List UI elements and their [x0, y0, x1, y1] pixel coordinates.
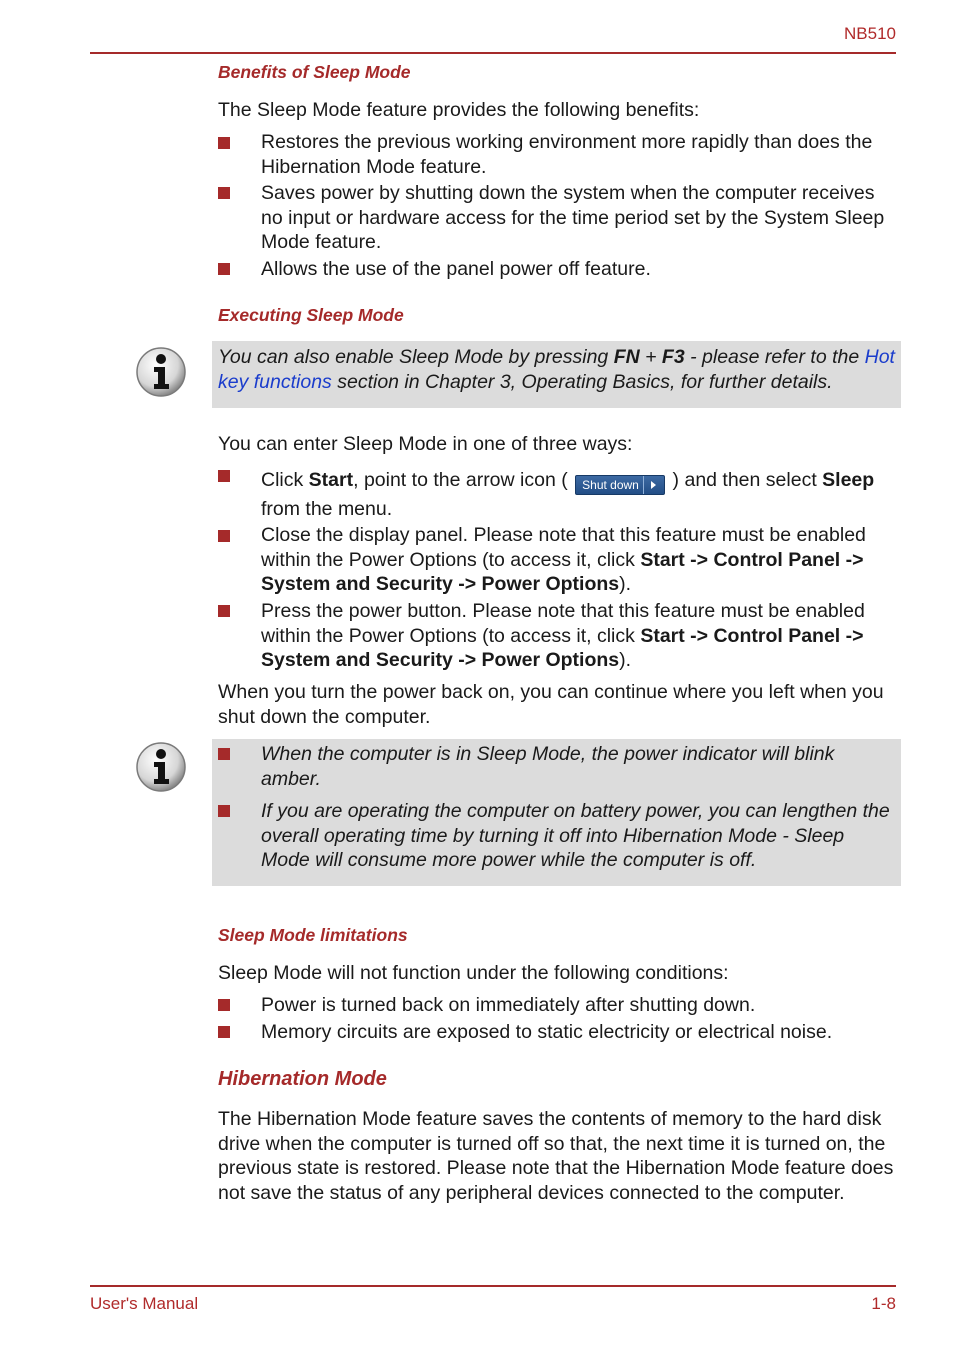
key-f3: F3: [661, 346, 685, 368]
bullet-icon: [218, 748, 230, 760]
executing-item-1: Click Start, point to the arrow icon ( Shut down ) and then select Sleep from the menu.: [261, 469, 875, 520]
shut-down-button-icon: Shut down: [575, 475, 665, 495]
heading-hibernation: Hibernation Mode: [218, 1068, 387, 1090]
bullet-icon: [218, 805, 230, 817]
heading-limitations: Sleep Mode limitations: [218, 925, 408, 945]
footer-rule: [90, 1285, 896, 1287]
footer-manual-title: User's Manual: [90, 1294, 199, 1313]
benefits-item-1: Restores the previous working environment more rapidly than does the Hibernation Mode feature.: [261, 131, 873, 178]
note-sleep-item-2: If you are operating the computer on battery power, you can lengthen the overall operating time by turning it off into Hibernation Mode - Sleep Mode will consume more power while the computer is off.: [261, 800, 890, 871]
header-model: NB510: [844, 24, 896, 43]
limitations-item-1: Power is turned back on immediately after shutting down.: [261, 994, 756, 1016]
header-rule: [90, 52, 896, 54]
benefits-intro: The Sleep Mode feature provides the following benefits:: [218, 99, 700, 121]
executing-item-2: Close the display panel. Please note that this feature must be enabled within the Power Options (to access it, click Start -> Control Panel -> System and Security -> Power Options).: [261, 524, 866, 595]
limitations-intro: Sleep Mode will not function under the following conditions:: [218, 962, 729, 984]
executing-item-3: Press the power button. Please note that this feature must be enabled within the Power Options (to access it, click Start -> Control Panel -> System and Security -> Power Options).: [261, 600, 865, 671]
bullet-icon: [218, 263, 230, 275]
resume-text: When you turn the power back on, you can continue where you left when you shut down the computer.: [218, 681, 884, 728]
benefits-item-3: Allows the use of the panel power off feature.: [261, 258, 651, 280]
bullet-icon: [218, 999, 230, 1011]
heading-benefits: Benefits of Sleep Mode: [218, 62, 411, 82]
footer-page-number: 1-8: [871, 1294, 896, 1313]
key-fn: FN: [613, 346, 640, 368]
bullet-icon: [218, 530, 230, 542]
bullet-icon: [218, 187, 230, 199]
heading-executing: Executing Sleep Mode: [218, 305, 404, 325]
bullet-icon: [218, 470, 230, 482]
hot-key-functions-link[interactable]: Hot key functions: [218, 346, 895, 393]
bullet-icon: [218, 137, 230, 149]
benefits-item-2: Saves power by shutting down the system when the computer receives no input or hardware access for the time period set by the System Sleep Mode feature.: [261, 182, 885, 253]
bullet-icon: [218, 605, 230, 617]
executing-intro: You can enter Sleep Mode in one of three ways:: [218, 433, 633, 455]
info-icon: [135, 346, 187, 398]
bullet-icon: [218, 1026, 230, 1038]
hibernation-body: The Hibernation Mode feature saves the contents of memory to the hard disk drive when the computer is turned off so that, the next time it is turned on, the previous state is restored. Please note that the Hibernation Mode feature does not save the status of any peripheral devices connected to the computer.: [218, 1108, 894, 1204]
arrow-right-icon: [643, 476, 664, 494]
info-icon: [135, 741, 187, 793]
limitations-item-2: Memory circuits are exposed to static electricity or electrical noise.: [261, 1021, 833, 1043]
note-sleep-item-1: When the computer is in Sleep Mode, the power indicator will blink amber.: [261, 743, 835, 790]
note-hotkey-text: You can also enable Sleep Mode by pressing FN + F3 - please refer to the Hot key functions section in Chapter 3, Operating Basics, for further details.: [218, 346, 895, 393]
